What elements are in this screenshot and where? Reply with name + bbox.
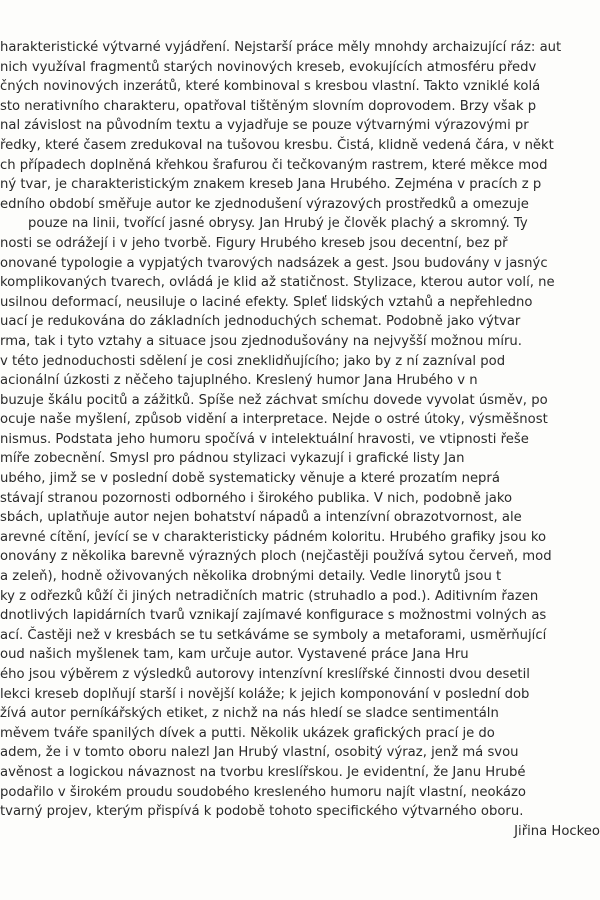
text-line: a zeleň), hodně oživovaných několika drobnými detaily. Vedle linorytů jsou t [0,569,502,585]
text-line: lekci kreseb doplňují starší i novější koláže; k jejich komponování v poslední dob [0,686,530,702]
text-line: ch případech doplněná křehkou šrafurou či tečkovaným rastrem, které měkce mod [0,157,548,173]
text-line: uací je redukována do základních jednoduchých schemat. Podobně jako výtvar [0,314,521,330]
text-line: nismus. Podstata jeho humoru spočívá v intelektuální hravosti, ve vtipnosti řeše [0,431,529,447]
article-body [0,38,600,841]
text-line: ací. Častěji než v kresbách se tu setkáváme se symboly a metaforami, usměrňující [0,627,547,643]
text-line: arevné cítění, jevící se v charakteristicky pádném koloritu. Hrubého grafiky jsou ko [0,529,547,545]
text-line: dnotlivých lapidárních tvarů vznikají zajímavé konfigurace s možnostmi volných as [0,608,547,624]
author-signature: Jiřina Hockeo [514,823,600,839]
text-line: ubého, jimž se v poslední době systematicky věnuje a které prozatím neprá [0,471,500,487]
text-line: komplikovaných tvarech, ovládá je klid až statičnost. Stylizace, kterou autor volí, ne [0,275,555,291]
text-line: pouze na linii, tvořící jasné obrysy. Jan Hrubý je člověk plachý a skromný. Ty [28,216,528,232]
text-line: adem, že i v tomto oboru nalezl Jan Hrubý vlastní, osobitý výraz, jenž má svou [0,745,519,761]
text-line: acionální úzkosti z něčeho tajuplného. Kreslený humor Jana Hrubého v n [0,373,478,389]
text-line: buzuje škálu pocitů a zážitků. Spíše než záchvat smíchu dovede vyvolat úsměv, po [0,392,548,408]
text-line: míře zobecnění. Smysl pro pádnou stylizaci vykazují i grafické listy Jan [0,451,465,467]
text-line: ředky, které časem zredukoval na tušovou kresbu. Čistá, klidně vedená čára, v někt [0,137,554,153]
text-line: sto nerativního charakteru, opatřoval tištěným slovním doprovodem. Brzy však p [0,98,537,114]
text-line: nich využíval fragmentů starých novinových kreseb, evokujících atmosféru předv [0,59,537,75]
text-line: harakteristické výtvarné vyjádření. Nejstarší práce měly mnohdy archaizující ráz: aut [0,40,562,55]
text-line: avěnost a logickou návaznost na tvorbu kreslířskou. Je evidentní, že Janu Hrubé [0,764,526,780]
text-line: sbách, uplatňuje autor nejen bohatství nápadů a intenzívní obrazotvornost, ale [0,510,522,526]
text-line: ého jsou výběrem z výsledků autorovy intenzívní kreslířské činnosti dvou desetil [0,667,530,682]
text-line: čných novinových inzerátů, které kombinoval s kresbou vlastní. Takto vzniklé kolá [0,79,541,95]
text-line: ný tvar, je charakteristickým znakem kreseb Jana Hrubého. Zejména v pracích z p [0,177,542,193]
text-line: podařilo v širokém proudu soudobého kresleného humoru najít vlastní, neokázo [0,784,527,800]
text-line: ocuje naše myšlení, způsob vidění a interpretace. Nejde o ostré útoky, výsměšnost [0,412,548,428]
text-line: nal závislost na původním textu a vyjadřuje se pouze výtvarnými výrazovými pr [0,118,529,134]
text-line: onované typologie a vypjatých tvarových nadsázek a gest. Jsou budovány v jasnýc [0,255,548,271]
text-line: ky z odřezků kůží či jiných netradičních matric (struhadlo a pod.). Aditivním řazen [0,588,539,604]
text-line: tvarný projev, kterým přispívá k podobě tohoto specifického výtvarného oboru. [0,804,524,820]
text-line: měvem tváře spanilých dívek a putti. Několik ukázek grafických prací je do [0,725,495,741]
text-line: onovány z několika barevně výrazných ploch (nejčastěji používá sytou červeň, mod [0,549,552,565]
text-line: stávají stranou pozornosti odborného i širokého publika. V nich, podobně jako [0,490,513,506]
text-line: žívá autor perníkářských etiket, z nichž na nás hledí se sladce sentimentáln [0,706,499,722]
text-line: usilnou deformací, neusiluje o laciné efekty. Spleť lidských vztahů a nepřehledno [0,294,533,310]
text-line: v této jednoduchosti sdělení je cosi zneklidňujícího; jako by z ní zazníval pod [0,353,506,369]
text-line: nosti se odrážejí i v jeho tvorbě. Figury Hrubého kreseb jsou decentní, bez př [0,235,508,251]
text-line: oud našich myšlenek tam, kam určuje autor. Vystavené práce Jana Hru [0,647,469,663]
text-line: rma, tak i tyto vztahy a situace jsou zjednodušovány na nejvyšší možnou míru. [0,333,522,349]
text-line: edního období směřuje autor ke zjednodušení výrazových prostředků a omezuje [0,196,529,212]
